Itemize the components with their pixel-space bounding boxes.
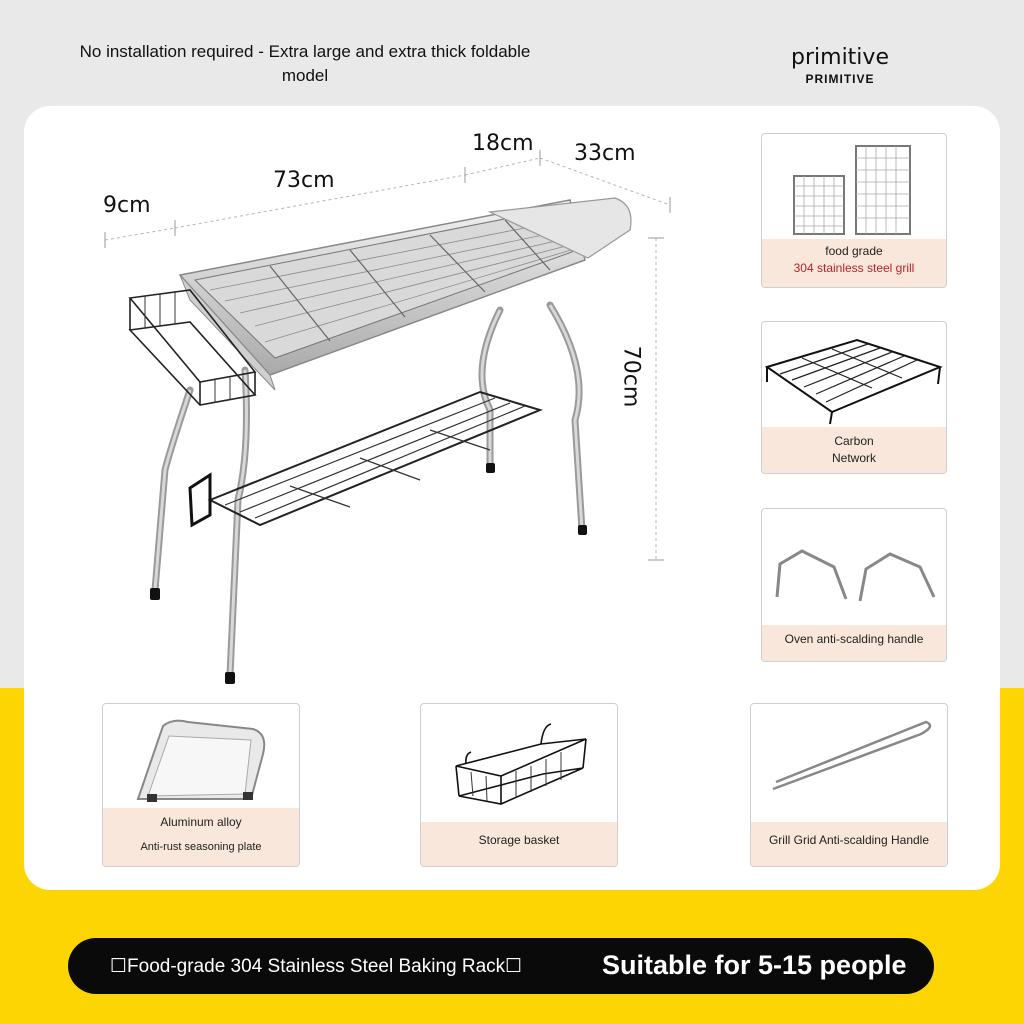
headline-line1: No installation required - Extra large and extra thick foldable bbox=[79, 42, 531, 61]
banner-capacity-text: Suitable for 5-15 people bbox=[602, 950, 907, 980]
tile-caption bbox=[762, 625, 946, 661]
tongs-image bbox=[751, 704, 947, 814]
tile-storage-basket bbox=[420, 703, 618, 867]
caption-line1: Aluminum alloy bbox=[160, 815, 242, 829]
tile-seasoning-plate bbox=[102, 703, 300, 867]
tile-caption bbox=[103, 808, 299, 866]
tile-stainless-grill bbox=[761, 133, 947, 288]
banner-product-text: ☐Food-grade 304 Stainless Steel Baking Rack☐ bbox=[110, 956, 523, 977]
caption-line1: food grade bbox=[825, 244, 883, 258]
brand-name: primitive bbox=[791, 45, 889, 70]
dimension-depth: 33cm bbox=[574, 141, 636, 166]
tile-grid-handle bbox=[750, 703, 948, 867]
grill-grate-image bbox=[762, 134, 946, 244]
caption-line1: Storage basket bbox=[478, 833, 560, 847]
brand-logo bbox=[780, 46, 900, 86]
dimension-length: 73cm bbox=[273, 168, 335, 193]
carbon-rack-image bbox=[762, 322, 946, 432]
caption-line1: Oven anti-scalding handle bbox=[784, 632, 924, 646]
dimension-height: 70cm bbox=[618, 345, 644, 408]
headline-line2: model bbox=[281, 66, 329, 85]
storage-basket-image bbox=[421, 704, 617, 824]
tile-caption bbox=[762, 427, 946, 473]
caption-line1: Grill Grid Anti-scalding Handle bbox=[768, 833, 930, 847]
caption-line2: 304 stainless steel grill bbox=[793, 261, 915, 275]
caption-line2: Anti-rust seasoning plate bbox=[140, 841, 262, 853]
tile-caption bbox=[762, 239, 946, 287]
bottom-banner bbox=[68, 938, 934, 994]
seasoning-plate-image bbox=[103, 704, 299, 814]
bbq-grill-image bbox=[60, 120, 700, 700]
hook-handles-image bbox=[762, 509, 946, 619]
tile-caption bbox=[751, 822, 947, 866]
tile-oven-handle bbox=[761, 508, 947, 662]
brand-name-caps: PRIMITIVE bbox=[805, 72, 875, 86]
dimension-shelf: 18cm bbox=[472, 131, 534, 156]
dimension-side: 9cm bbox=[103, 193, 151, 218]
caption-line1: Carbon bbox=[834, 434, 874, 448]
tile-caption bbox=[421, 822, 617, 866]
tile-carbon-network bbox=[761, 321, 947, 474]
headline bbox=[70, 40, 540, 88]
caption-line2: Network bbox=[831, 451, 876, 465]
